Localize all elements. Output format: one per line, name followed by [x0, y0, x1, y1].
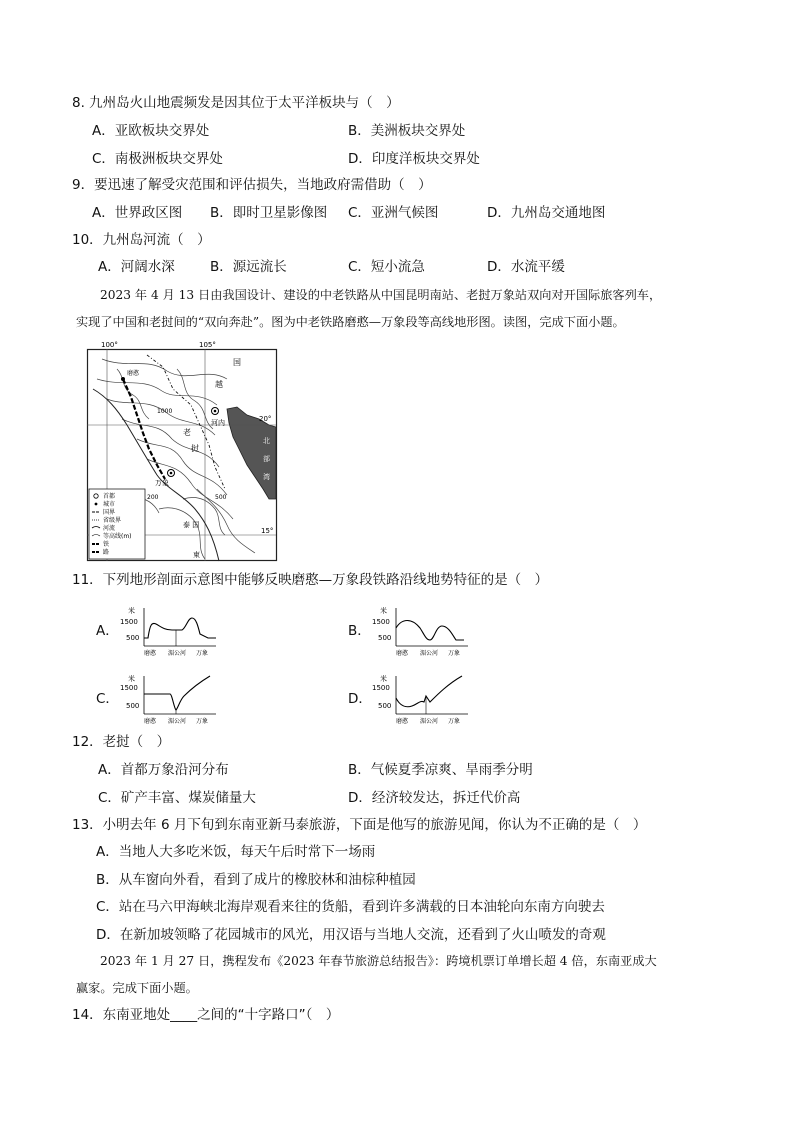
q11-stem: 11．下列地形剖面示意图中能够反映磨憨—万象段铁路沿线地势特征的是（ ）: [72, 572, 549, 588]
map-legend: [89, 489, 145, 559]
legend-rail-1: 铁: [103, 541, 110, 548]
map-label-beibu-2: 部: [263, 455, 270, 463]
profile-d-y500: 500: [378, 702, 392, 710]
q9-option-d: D．九州岛交通地图: [487, 205, 606, 221]
lon-105-label: 105°: [199, 341, 216, 349]
map-label-yue: 越: [215, 380, 223, 389]
profile-a-x1: 磨憨: [144, 650, 157, 657]
lon-100-label: 100°: [101, 341, 118, 349]
map-label-guo: 国: [233, 358, 241, 367]
q8-option-c: C．南极洲板块交界处: [92, 151, 223, 167]
q11-option-d: D．: [348, 691, 372, 707]
profile-b-x2: 湄公河: [420, 650, 439, 657]
map-label-thailand: 泰 国: [183, 521, 200, 529]
map-contour-500: 500: [215, 494, 227, 501]
profile-c-y1500: 1500: [120, 684, 138, 692]
profile-c: [116, 672, 218, 726]
map-label-beibu-3: 湾: [263, 473, 270, 481]
legend-rail-2: 路: [103, 549, 110, 556]
profile-b-unit: 米: [380, 607, 387, 615]
lat-15-label: 15°: [261, 527, 274, 535]
muhan-marker: [121, 377, 125, 381]
lat-20-label: 20°: [259, 415, 272, 423]
passage1-line1: 2023 年 4 月 13 日由我国设计、建设的中老铁路从中国昆明南站、老挝万象站双向对开国际旅客列车，: [100, 288, 662, 302]
map-label-cambodia: 柬: [193, 551, 200, 559]
profile-c-y500: 500: [126, 702, 140, 710]
profile-c-x2: 湄公河: [168, 718, 187, 725]
profile-b-y1500: 1500: [372, 618, 390, 626]
legend-city: 城市: [103, 501, 116, 508]
passage2-line1: 2023 年 1 月 27 日，携程发布《2023 年春节旅游总结报告》：跨境机票订单增长超 4 倍，东南亚成大: [100, 954, 657, 968]
map-label-wo: 挝: [191, 444, 199, 453]
passage1-line2: 实现了中国和老挝间的“双向奔赴”。图为中老铁路磨憨—万象段等高线地形图。读图，完成下面小题。: [76, 315, 625, 329]
profile-d-x2: 湄公河: [420, 718, 439, 725]
legend-contour: 等高线(m): [103, 533, 132, 540]
q12-option-c: C．矿产丰富、煤炭储量大: [98, 790, 256, 806]
profile-a: [116, 604, 218, 658]
passage2-line2: 赢家。完成下面小题。: [76, 981, 198, 995]
legend-province: 省级界: [103, 517, 122, 524]
q14-stem: 14．东南亚地处____之间的“十字路口”（ ）: [72, 1007, 340, 1023]
q8-option-a: A．亚欧板块交界处: [92, 123, 210, 139]
profile-a-y1500: 1500: [120, 618, 138, 626]
profile-d-y1500: 1500: [372, 684, 390, 692]
q12-stem: 12．老挝（ ）: [72, 734, 171, 750]
contour-map: [87, 341, 277, 561]
profile-d-unit: 米: [380, 675, 387, 683]
map-label-muhan: 磨憨: [127, 370, 140, 377]
legend-river: 河流: [103, 525, 116, 532]
q9-option-b: B．即时卫星影像图: [210, 205, 328, 221]
q8-option-b: B．美洲板块交界处: [348, 123, 466, 139]
q10-option-d: D．水流平缓: [487, 259, 565, 275]
profile-d-x3: 万象: [448, 718, 461, 725]
profile-b: [368, 604, 470, 658]
q8-option-d: D．印度洋板块交界处: [348, 151, 480, 167]
profile-b-y500: 500: [378, 634, 392, 642]
q12-option-a: A．首都万象沿河分布: [98, 762, 229, 778]
q9-option-a: A．世界政区图: [92, 205, 183, 221]
q8-stem: 8. 九州岛火山地震频发是因其位于太平洋板块与（ ）: [72, 95, 400, 111]
q12-option-b: B．气候夏季凉爽、旱雨季分明: [348, 762, 533, 778]
q9-stem: 9．要迅速了解受灾范围和评估损失，当地政府需借助（ ）: [72, 177, 432, 193]
profile-d: [368, 672, 470, 726]
q11-option-a: A．: [96, 623, 119, 639]
profile-c-x1: 磨憨: [144, 718, 157, 725]
map-label-hanoi: 河内: [211, 419, 225, 427]
map-contour-1000: 1000: [157, 408, 173, 415]
q13-stem: 13．小明去年 6 月下旬到东南亚新马泰旅游，下面是他写的旅游见闻，你认为不正确的是（ ）: [72, 817, 647, 833]
map-label-beibu-1: 北: [263, 437, 270, 445]
q13-option-c: C．站在马六甲海峡北海岸观看来往的货船，看到许多满载的日本油轮向东南方向驶去: [96, 899, 605, 915]
map-label-vientiane: 万象: [155, 479, 169, 487]
q10-option-b: B．源远流长: [210, 259, 287, 275]
q13-option-d: D．在新加坡领略了花园城市的风光，用汉语与当地人交流，还看到了火山喷发的奇观: [96, 927, 606, 943]
profile-a-y500: 500: [126, 634, 140, 642]
profile-a-x3: 万象: [196, 650, 209, 657]
q11-option-c: C．: [96, 691, 119, 707]
map-label-lao: 老: [183, 428, 191, 437]
profile-a-unit: 米: [128, 607, 135, 615]
profile-b-x1: 磨憨: [396, 650, 409, 657]
q9-option-c: C．亚洲气候图: [348, 205, 439, 221]
profile-c-unit: 米: [128, 675, 135, 683]
profile-c-x3: 万象: [196, 718, 209, 725]
q10-stem: 10．九州岛河流（ ）: [72, 232, 211, 248]
q12-option-d: D．经济较发达，拆迁代价高: [348, 790, 521, 806]
profile-a-x2: 湄公河: [168, 650, 187, 657]
q13-option-b: B．从车窗向外看，看到了成片的橡胶林和油棕种植园: [96, 872, 416, 888]
map-contour-200: 200: [147, 494, 159, 501]
legend-capital: 首都: [103, 493, 116, 500]
profile-d-x1: 磨憨: [396, 718, 409, 725]
q11-option-b: B．: [348, 623, 371, 639]
legend-border: 国界: [103, 509, 116, 516]
q13-option-a: A．当地人大多吃米饭，每天午后时常下一场雨: [96, 844, 376, 860]
q10-option-a: A．河阔水深: [98, 259, 175, 275]
profile-b-x3: 万象: [448, 650, 461, 657]
q10-option-c: C．短小流急: [348, 259, 425, 275]
